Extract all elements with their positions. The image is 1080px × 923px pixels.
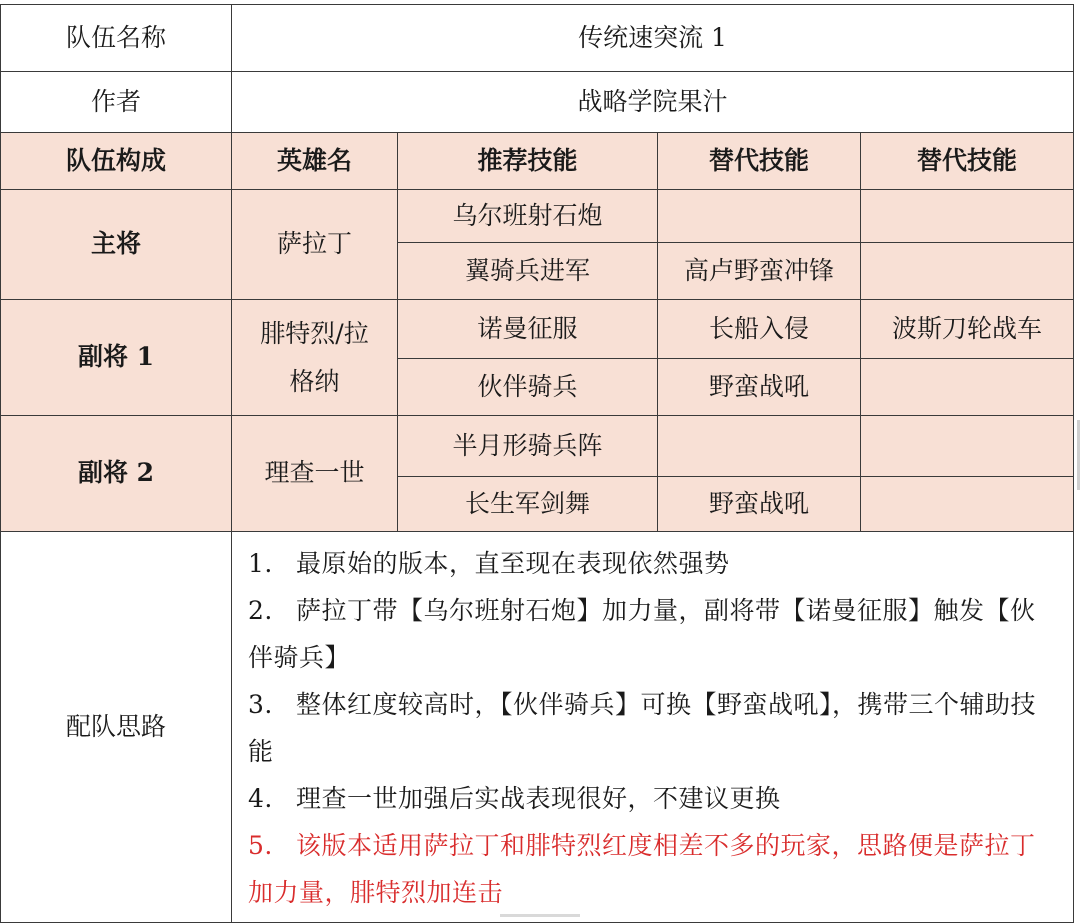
vice1-row-1 — [1, 300, 1074, 359]
strategy-label: 配队思路 — [1, 532, 232, 923]
vice1-role: 副将 1 — [1, 300, 232, 416]
strategy-note-3: 3. 整体红度较高时，【伙伴骑兵】可换【野蛮战吼】，携带三个辅助技能 — [248, 690, 1037, 766]
main-general-row-1 — [1, 190, 1074, 243]
skill-alt2 — [861, 243, 1074, 300]
header-alt1: 替代技能 — [658, 133, 861, 190]
strategy-note-2: 2. 萨拉丁带【乌尔班射石炮】加力量，副将带【诺曼征服】触发【伙伴骑兵】 — [248, 596, 1036, 672]
skill-alt1: 长船入侵 — [658, 300, 861, 359]
author-value: 战略学院果汁 — [232, 72, 1074, 133]
header-composition: 队伍构成 — [1, 133, 232, 190]
skill-alt2 — [861, 416, 1074, 477]
skill-alt1 — [658, 190, 861, 243]
team-name-label: 队伍名称 — [1, 5, 232, 72]
strategy-row — [1, 532, 1074, 923]
header-hero: 英雄名 — [232, 133, 398, 190]
page-bottom-mark — [500, 914, 580, 917]
author-label: 作者 — [1, 72, 232, 133]
vice2-role: 副将 2 — [1, 416, 232, 532]
skill-alt1: 野蛮战吼 — [658, 359, 861, 416]
strategy-note-4: 4. 理查一世加强后实战表现很好，不建议更换 — [248, 784, 781, 813]
skill-alt1 — [658, 416, 861, 477]
strategy-note-5: 5. 该版本适用萨拉丁和腓特烈红度相差不多的玩家，思路便是萨拉丁加力量，腓特烈加连击 — [248, 831, 1036, 907]
header-recommended: 推荐技能 — [398, 133, 658, 190]
main-general-hero: 萨拉丁 — [232, 190, 398, 300]
team-name-row — [1, 5, 1074, 72]
team-name-value: 传统速突流 1 — [232, 5, 1074, 72]
skill-recommended: 半月形骑兵阵 — [398, 416, 658, 477]
skill-recommended: 长生军剑舞 — [398, 477, 658, 532]
strategy-note-1: 1. 最原始的版本，直至现在表现依然强势 — [248, 549, 730, 578]
skill-alt1: 高卢野蛮冲锋 — [658, 243, 861, 300]
skill-recommended: 乌尔班射石炮 — [398, 190, 658, 243]
vice2-hero: 理查一世 — [232, 416, 398, 532]
skill-recommended: 伙伴骑兵 — [398, 359, 658, 416]
skill-alt2: 波斯刀轮战车 — [861, 300, 1074, 359]
vice1-hero: 腓特烈/拉格纳 — [232, 300, 398, 416]
skill-recommended: 诺曼征服 — [398, 300, 658, 359]
skill-recommended: 翼骑兵进军 — [398, 243, 658, 300]
skill-alt2 — [861, 477, 1074, 532]
skill-alt2 — [861, 359, 1074, 416]
strategy-notes — [232, 532, 1074, 923]
skill-alt1: 野蛮战吼 — [658, 477, 861, 532]
skill-alt2 — [861, 190, 1074, 243]
header-alt2: 替代技能 — [861, 133, 1074, 190]
author-row — [1, 72, 1074, 133]
main-general-role: 主将 — [1, 190, 232, 300]
header-row — [1, 133, 1074, 190]
vice2-row-1 — [1, 416, 1074, 477]
team-lineup-table — [0, 4, 1074, 923]
